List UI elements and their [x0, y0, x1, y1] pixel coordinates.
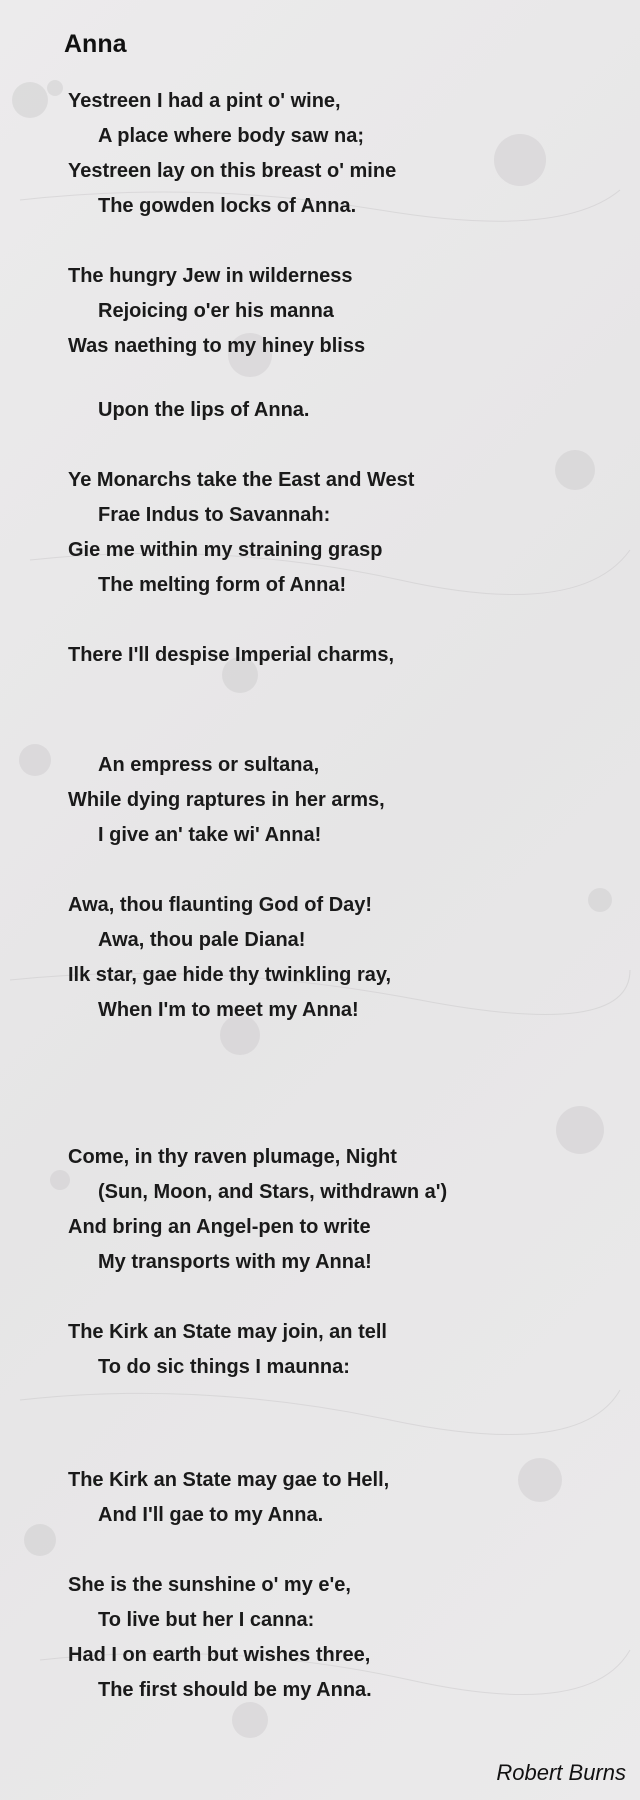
poem-line: The Kirk an State may join, an tell: [68, 1321, 387, 1343]
poem-line: The gowden locks of Anna.: [98, 195, 357, 217]
stanza: [68, 393, 628, 428]
stanza: [68, 84, 628, 224]
poem-line: Had I on earth but wishes three,: [68, 1644, 371, 1666]
stanza: [68, 1568, 628, 1708]
poem-line: Was naething to my hiney bliss: [68, 335, 366, 357]
stanza: [68, 1315, 628, 1385]
poem-line: I give an' take wi' Anna!: [98, 824, 322, 846]
poem-line: To do sic things I maunna:: [98, 1356, 350, 1378]
stanza: [68, 638, 628, 673]
poem-line: She is the sunshine o' my e'e,: [68, 1574, 351, 1596]
stanza: [68, 748, 628, 853]
poem-line: Awa, thou flaunting God of Day!: [68, 894, 373, 916]
poem-line: An empress or sultana,: [98, 754, 320, 776]
poem-line: Awa, thou pale Diana!: [98, 929, 306, 951]
poem-line: My transports with my Anna!: [98, 1251, 372, 1273]
stanza: [68, 259, 628, 364]
stanza: [68, 463, 628, 603]
poem-line: Come, in thy raven plumage, Night: [68, 1146, 397, 1168]
poem-line: And bring an Angel-pen to write: [68, 1216, 371, 1238]
poem-line: Gie me within my straining grasp: [68, 539, 383, 561]
poem-line: The melting form of Anna!: [98, 574, 347, 596]
poem-line: A place where body saw na;: [98, 125, 365, 147]
poem-line: The first should be my Anna.: [98, 1679, 372, 1701]
stanza: [68, 1140, 628, 1280]
poem-line: There I'll despise Imperial charms,: [68, 644, 395, 666]
poem-line: Rejoicing o'er his manna: [98, 300, 334, 322]
poem-body: [68, 84, 628, 1708]
poem-line: Ilk star, gae hide thy twinkling ray,: [68, 964, 392, 986]
stanza: [68, 1463, 628, 1533]
poem-line: Upon the lips of Anna.: [98, 399, 310, 421]
poem-line: The hungry Jew in wilderness: [68, 265, 353, 287]
poem-line: And I'll gae to my Anna.: [98, 1504, 324, 1526]
poem-line: Frae Indus to Savannah:: [98, 504, 331, 526]
poem-line: To live but her I canna:: [98, 1609, 315, 1631]
poem-line: (Sun, Moon, and Stars, withdrawn a'): [98, 1181, 448, 1203]
poem-line: While dying raptures in her arms,: [68, 789, 385, 811]
poem-line: When I'm to meet my Anna!: [98, 999, 359, 1021]
poem-title: Anna: [64, 30, 127, 58]
poem-line: Ye Monarchs take the East and West: [68, 469, 415, 491]
stanza: [68, 888, 628, 1028]
poem-line: Yestreen I had a pint o' wine,: [68, 90, 341, 112]
poem-line: Yestreen lay on this breast o' mine: [68, 160, 397, 182]
poem-line: The Kirk an State may gae to Hell,: [68, 1469, 390, 1491]
poem-author: Robert Burns: [496, 1760, 626, 1785]
